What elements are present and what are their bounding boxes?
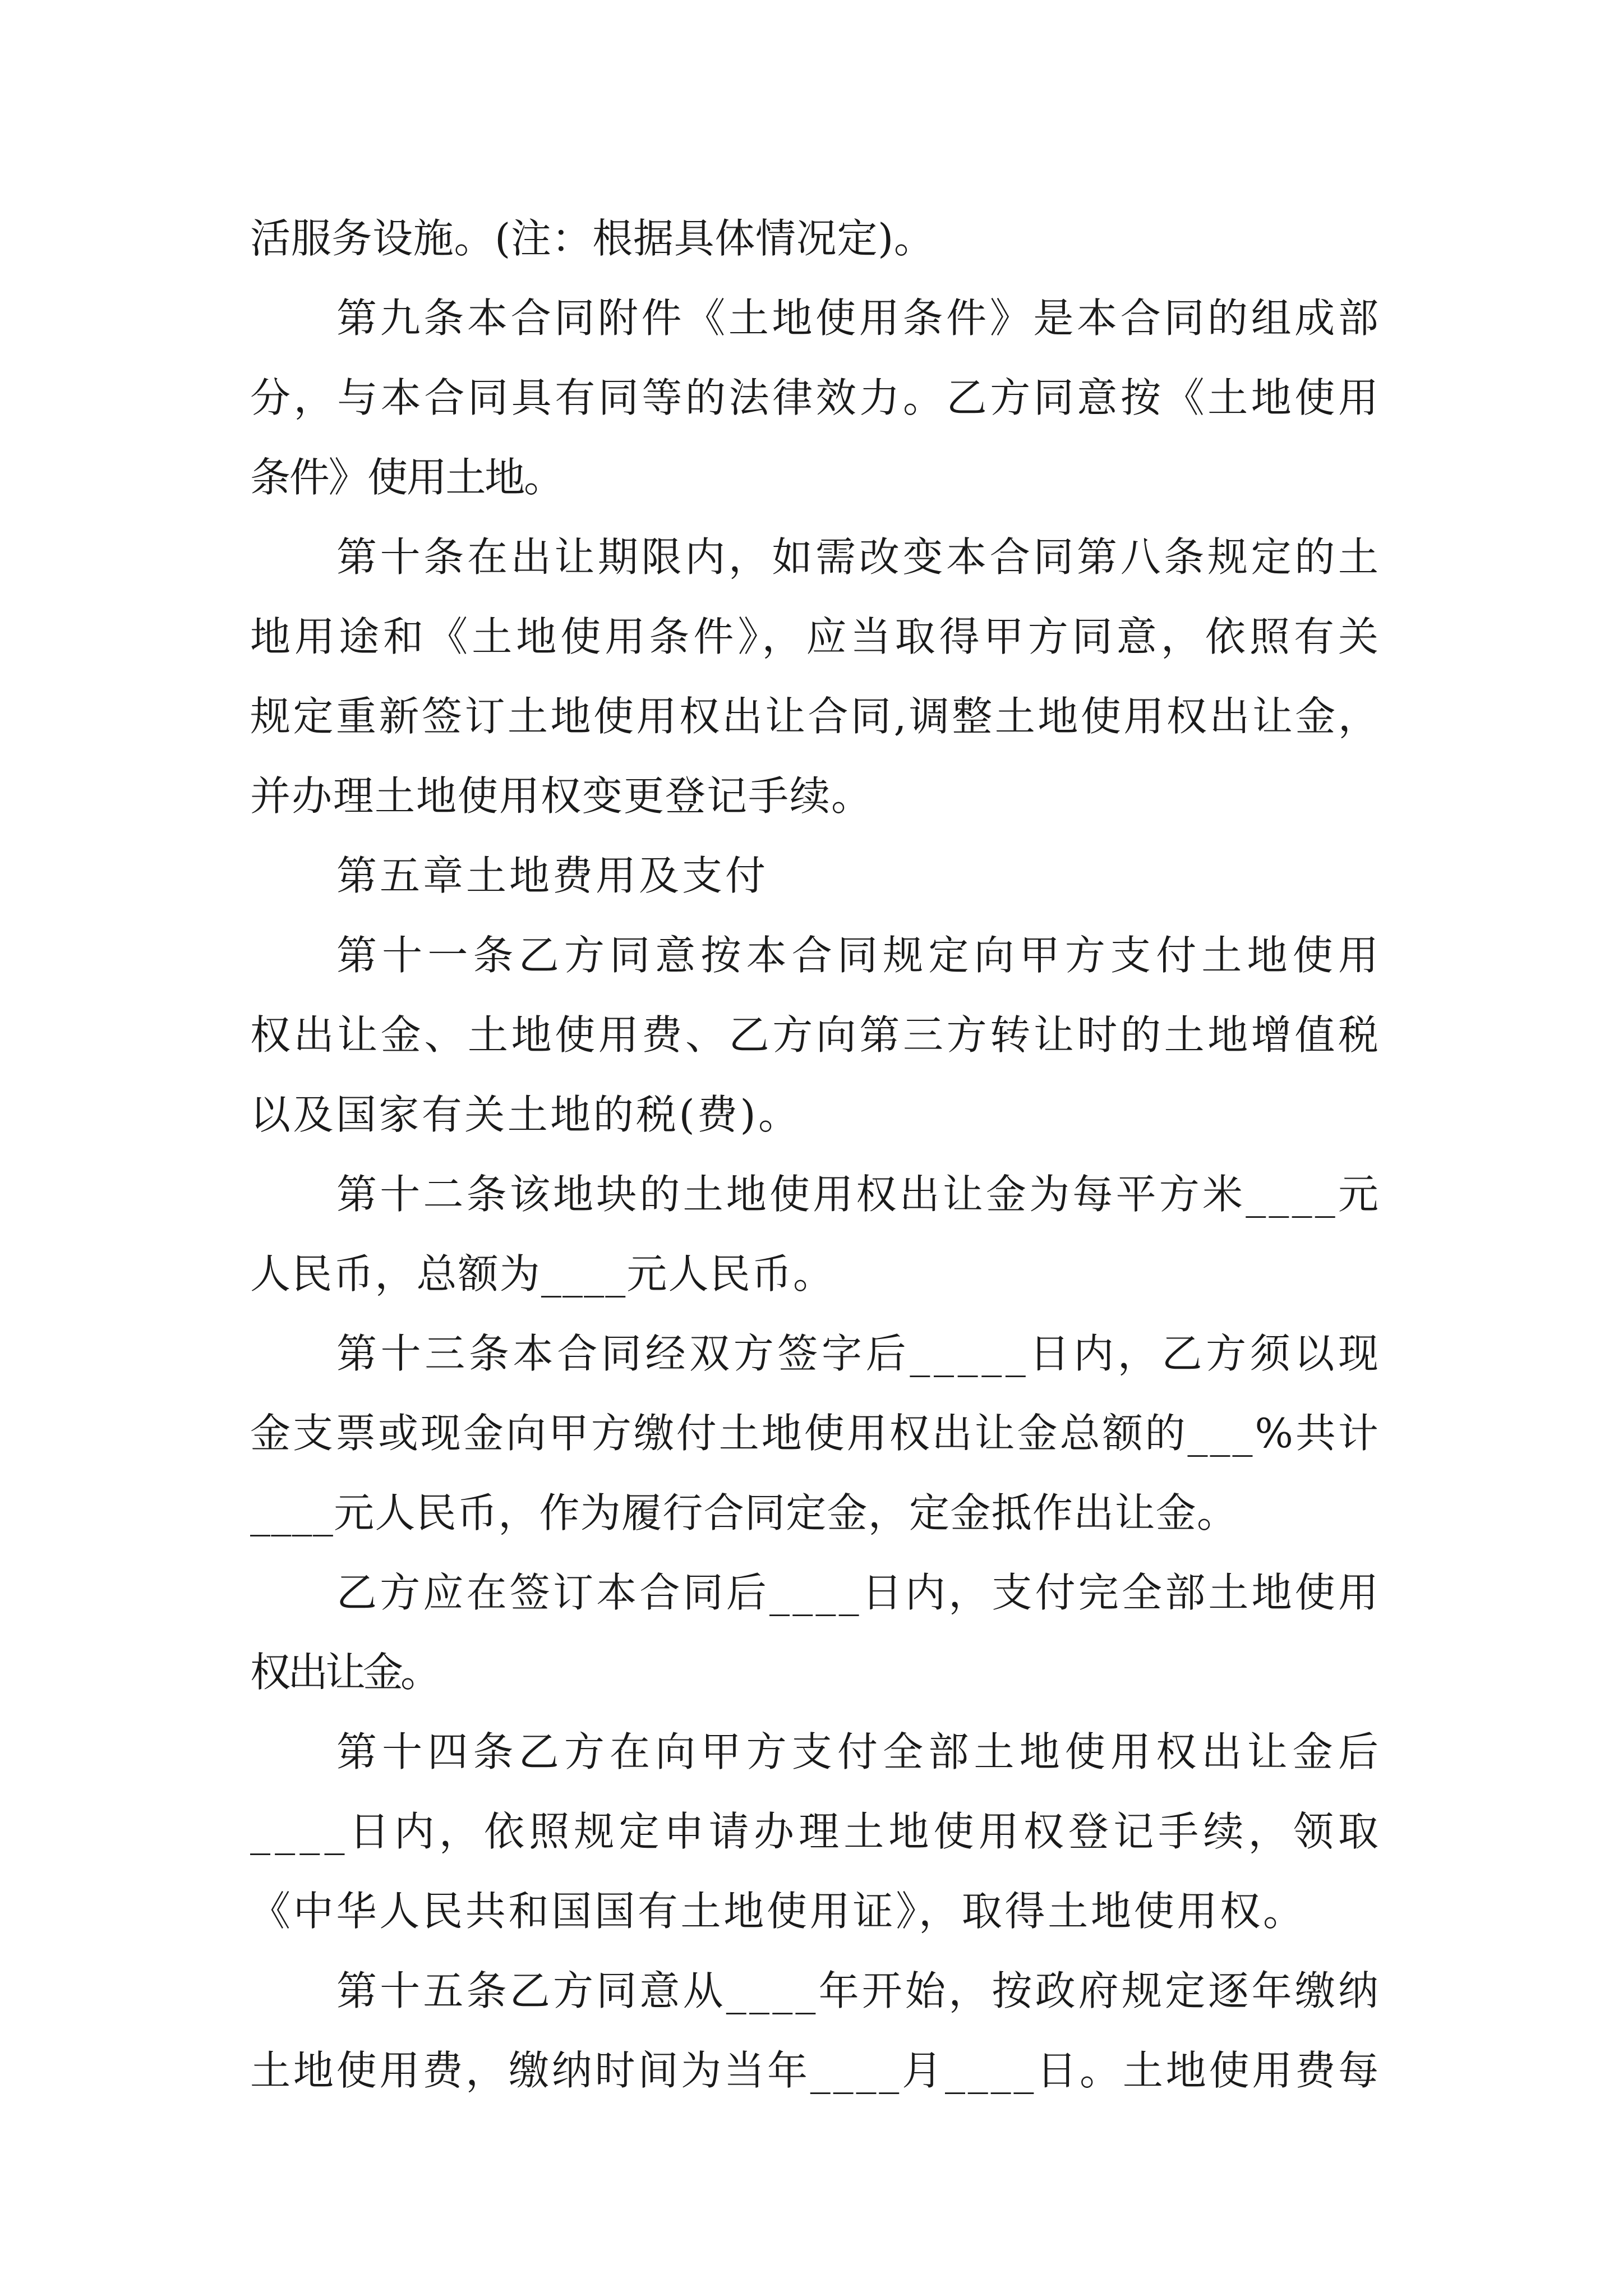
- text-line: 规定重新签订土地使用权出让合同,调整土地使用权出让金，: [250, 693, 1381, 740]
- text-line: ____日内，依照规定申请办理土地使用权登记手续，领取: [250, 1808, 1384, 1855]
- text-line: 《中华人民共和国国有土地使用证》，取得土地使用权。: [250, 1888, 1306, 1935]
- text-line: 人民币，总额为____元人民币。: [250, 1250, 835, 1297]
- text-line: 条件》使用土地。: [250, 454, 563, 501]
- text-line: 第十五条乙方同意从____年开始，按政府规定逐年缴纳: [336, 1967, 1382, 2014]
- text-line: 第十条在出让期限内，如需改变本合同第八条规定的土: [336, 533, 1382, 581]
- text-line: 以及国家有关土地的税(费)。: [250, 1091, 801, 1138]
- text-line: 地用途和《土地使用条件》，应当取得甲方同意，依照有关: [250, 613, 1383, 660]
- text-line: 乙方应在签订本合同后____日内，支付完全部土地使用: [336, 1569, 1382, 1616]
- text-line: 分，与本合同具有同等的法律效力。乙方同意按《土地使用: [250, 374, 1382, 421]
- text-line: 第十一条乙方同意按本合同规定向甲方支付土地使用: [336, 932, 1384, 979]
- text-line: 金支票或现金向甲方缴付土地使用权出让金总额的___%共计: [250, 1410, 1381, 1457]
- text-line: ____元人民币，作为履行合同定金，定金抵作出让金。: [250, 1489, 1238, 1536]
- text-line: 活服务设施。(注：根据具体情况定)。: [250, 215, 935, 262]
- text-line: 并办理土地使用权变更登记手续。: [250, 772, 873, 820]
- text-line: 土地使用费，缴纳时间为当年____月____日。土地使用费每: [250, 2047, 1381, 2094]
- text-line: 权出让金、土地使用费、乙方向第三方转让时的土地增值税: [250, 1011, 1382, 1059]
- text-line: 第十二条该地块的土地使用权出让金为每平方米____元: [336, 1171, 1382, 1218]
- text-line: 第十三条本合同经双方签字后_____日内，乙方须以现: [336, 1330, 1382, 1377]
- text-line: 权出让金。: [250, 1649, 439, 1696]
- section-heading: 第五章土地费用及支付: [336, 852, 769, 899]
- text-line: 第十四条乙方在向甲方支付全部土地使用权出让金后: [336, 1728, 1384, 1775]
- text-line: 第九条本合同附件《土地使用条件》是本合同的组成部: [336, 295, 1382, 342]
